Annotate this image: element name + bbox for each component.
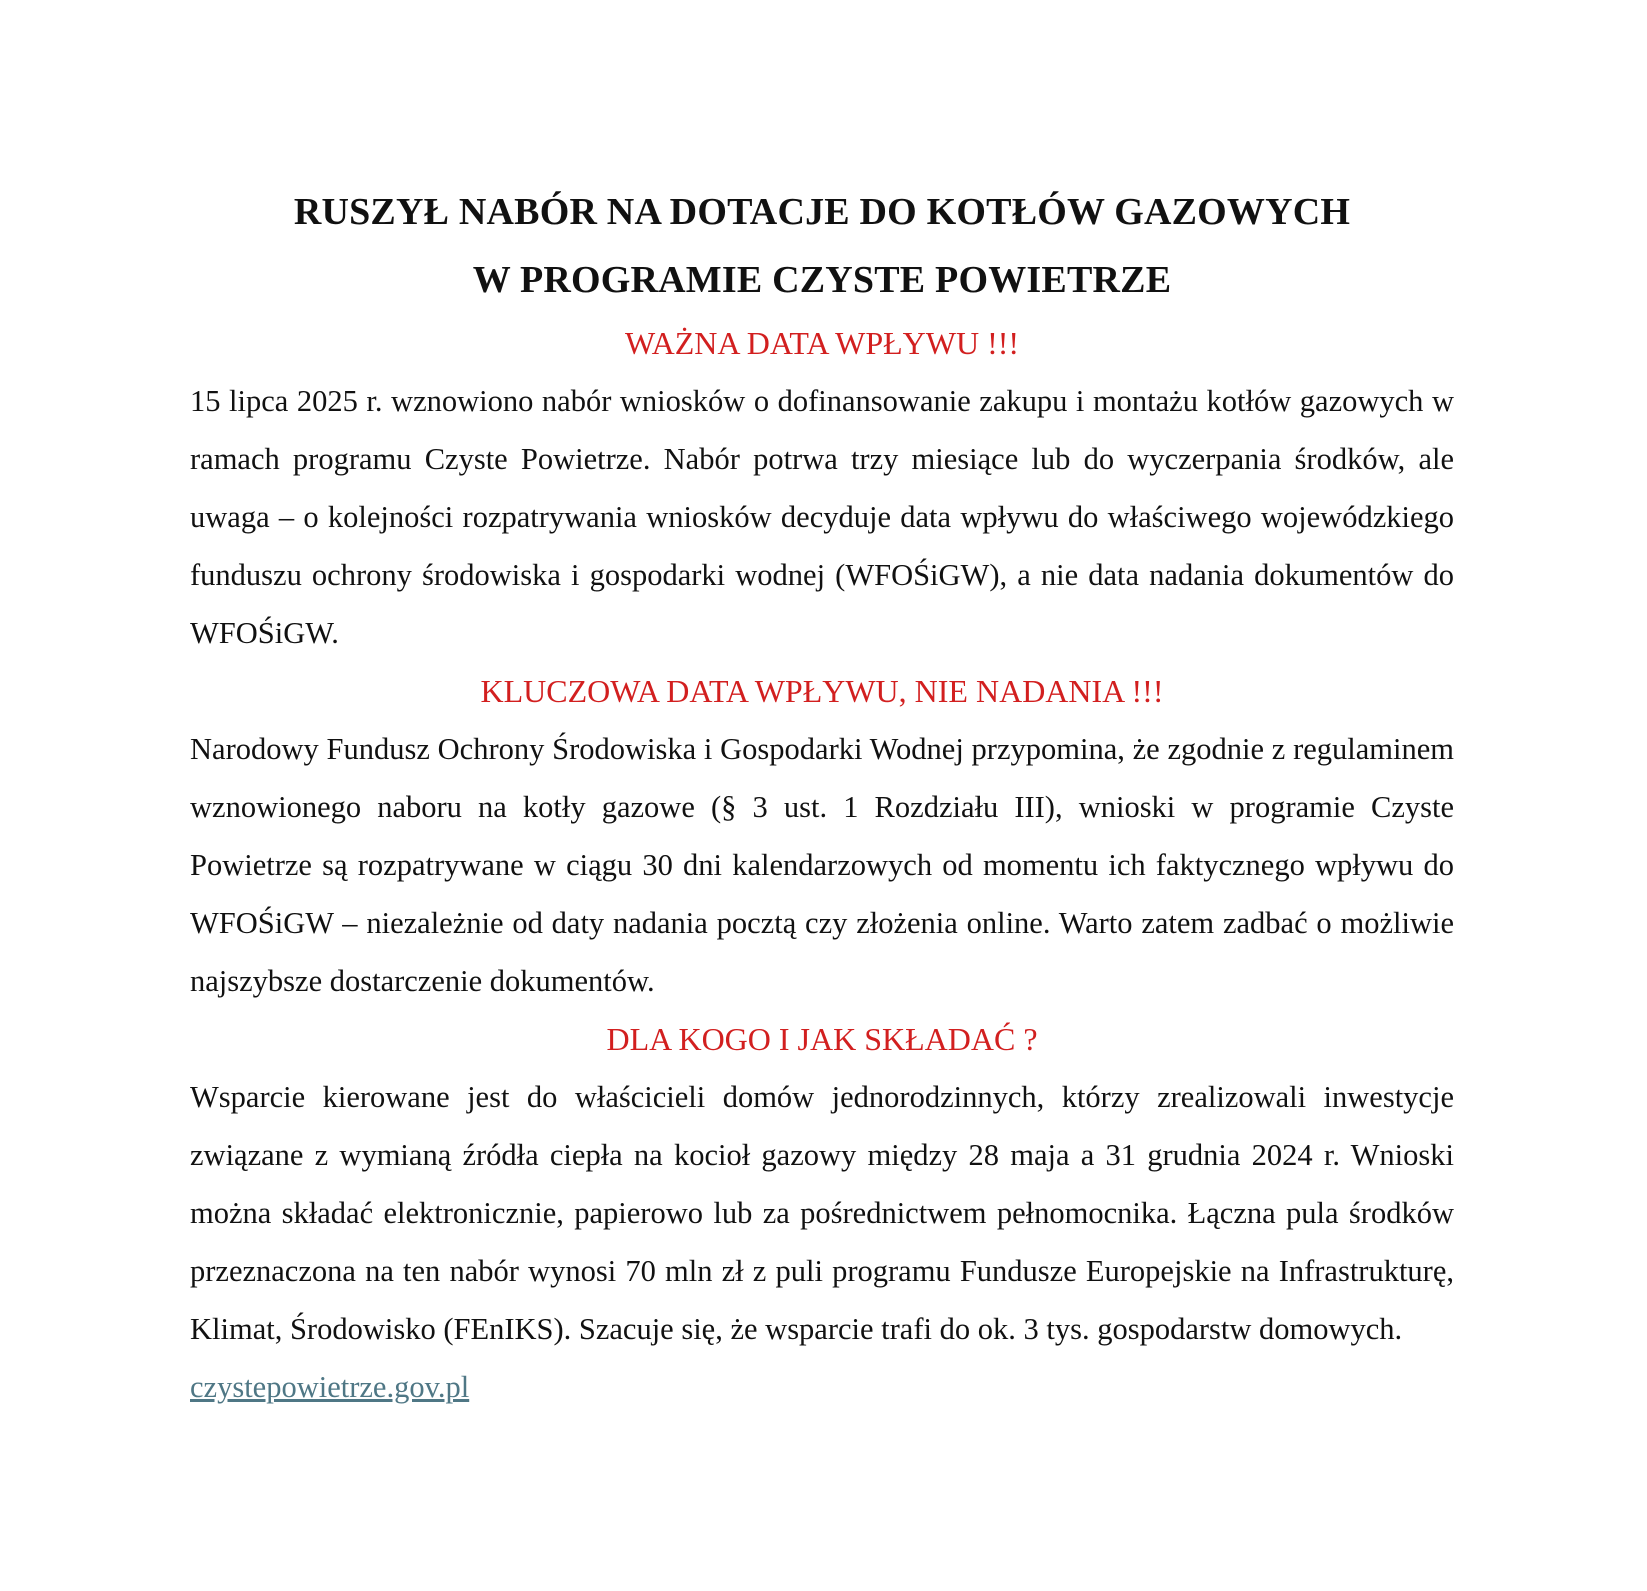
section-heading-important-date: WAŻNA DATA WPŁYWU !!! (624, 325, 1020, 361)
paragraph-recruitment-resumed: 15 lipca 2025 r. wznowiono nabór wniosków o dofinansowanie zakupu i montażu kotłów gazowych w ramach programu Czyste Powietrze. Nabór potrwa trzy miesiące lub do wyczerpania środków, ale uwaga – o kolejności rozpatrywania wniosków decyduje data wpływu do właściwego wojewódzkiego funduszu ochrony środowiska i gospodarki wodnej (WFOŚiGW), a nie data nadania dokumentów do WFOŚiGW. (190, 384, 1454, 650)
link-row (190, 1358, 1454, 1416)
document-page (190, 178, 1454, 1416)
document-title-line-1: RUSZYŁ NABÓR NA DOTACJE DO KOTŁÓW GAZOWYCH (293, 191, 1351, 233)
document-title-line-2: W PROGRAMIE CZYSTE POWIETRZE (472, 259, 1172, 301)
paragraph-support-details: Wsparcie kierowane jest do właścicieli domów jednorodzinnych, którzy zrealizowali inwestycje związane z wymianą źródła ciepła na kocioł gazowy między 28 maja a 31 grudnia 2024 r. Wnioski można składać elektronicznie, papierowo lub za pośrednictwem pełnomocnika. Łączna pula środków przeznaczona na ten nabór wynosi 70 mln zł z puli programu Fundusze Europejskie na Infrastrukturę, Klimat, Środowisko (FEnIKS). Szacuje się, że wsparcie trafi do ok. 3 tys. gospodarstw domowych. (190, 1080, 1454, 1346)
paragraph-nfosigw-reminder: Narodowy Fundusz Ochrony Środowiska i Gospodarki Wodnej przypomina, że zgodnie z regulaminem wznowionego naboru na kotły gazowe (§ 3 ust. 1 Rozdziału III), wnioski w programie Czyste Powietrze są rozpatrywane w ciągu 30 dni kalendarzowych od momentu ich faktycznego wpływu do WFOŚiGW – niezależnie od daty nadania pocztą czy złożenia online. Warto zatem zadbać o możliwie najszybsze dostarczenie dokumentów. (190, 732, 1454, 998)
section-heading-who-and-how: DLA KOGO I JAK SKŁADAĆ ? (606, 1021, 1038, 1057)
section-heading-key-date: KLUCZOWA DATA WPŁYWU, NIE NADANIA !!! (480, 673, 1164, 709)
program-website-link[interactable]: czystepowietrze.gov.pl (190, 1370, 470, 1404)
